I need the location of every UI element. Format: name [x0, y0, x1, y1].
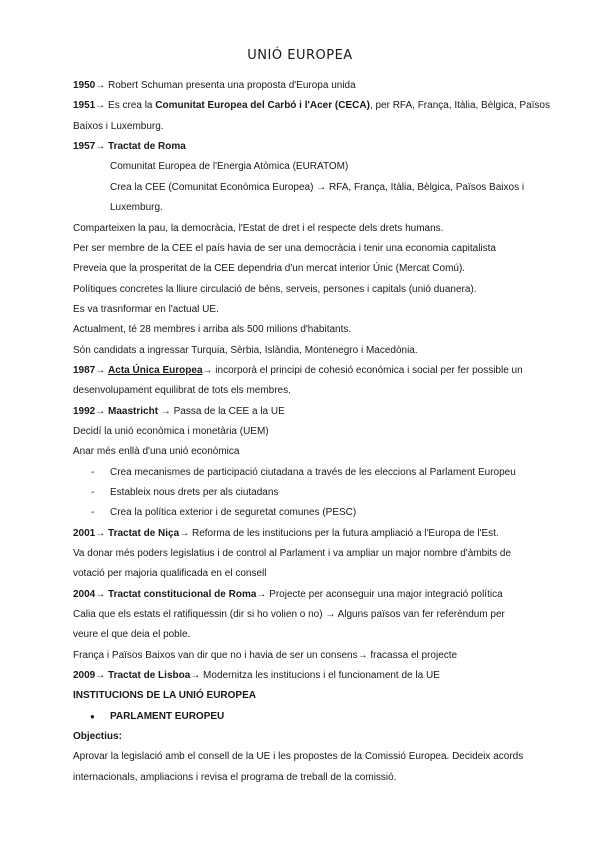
paragraph: Polítiques concretes la lliure circulació de béns, serveis, persones i capitals (unió duanera).: [73, 284, 477, 295]
paragraph: Decidí la unió econòmica i monetària (UEM): [73, 426, 269, 437]
entry-2004: 2004→ Tractat constitucional de Roma→ Projecte per aconseguir una major integració política: [73, 589, 503, 600]
paragraph: Preveia que la prosperitat de la CEE dependria d'un mercat interior Únic (Mercat Comú).: [73, 263, 466, 274]
entry-1992: 1992→ Maastricht → Passa de la CEE a la UE: [73, 406, 285, 417]
list-item: Crea mecanismes de participació ciutadana a través de les eleccions al Parlament Europeu: [110, 467, 516, 478]
entry-1951: 1951→ Es crea la Comunitat Europea del Carbó i l'Acer (CECA), per RFA, França, Itàlia, Bèlgica, Països: [73, 100, 550, 111]
paragraph: França i Països Baixos van dir que no i havia de ser un consens→ fracassa el projecte: [73, 650, 458, 661]
entry-1951-cont: Baixos i Luxemburg.: [73, 121, 164, 132]
paragraph: Va donar més poders legislatius i de control al Parlament i va ampliar un major nombre d'àmbits de: [73, 548, 512, 559]
paragraph: Calia que els estats el ratifiquessin (dir si ho volien o no) → Alguns països van fer referèndum per: [73, 609, 505, 620]
paragraph: Actualment, té 28 membres i arriba als 500 milions d'habitants.: [73, 324, 352, 335]
list-item: Estableix nous drets per als ciutadans: [110, 487, 279, 498]
subsection-heading: PARLAMENT EUROPEU: [110, 711, 225, 722]
list-item: Crea la política exterior i de seguretat comunes (PESC): [110, 507, 357, 518]
entry-1987-cont: desenvolupament equilibrat de tots els membres.: [73, 385, 291, 396]
paragraph: Comparteixen la pau, la democràcia, l'Estat de dret i el respecte dels drets humans.: [73, 223, 444, 234]
dash-marker: -: [91, 467, 95, 478]
entry-1957-euratom: Comunitat Europea de l'Energia Atòmica (EURATOM): [110, 161, 349, 172]
paragraph: Anar més enllà d'una unió econòmica: [73, 446, 240, 457]
objectives-label: Objectius:: [73, 731, 122, 742]
entry-1950: 1950→ Robert Schuman presenta una proposta d'Europa unida: [73, 80, 356, 91]
entry-1987: 1987→ Acta Única Europea→ incorporà el principi de cohesió econòmica i social per fer possible un: [73, 365, 523, 376]
paragraph: Són candidats a ingressar Turquia, Sèrbia, Islàndia, Montenegro i Macedònia.: [73, 345, 418, 356]
entry-1957-cee-cont: Luxemburg.: [110, 202, 163, 213]
paragraph-cont: internacionals, ampliacions i revisa el programa de treball de la comissió.: [73, 772, 397, 783]
bullet-marker: ●: [90, 712, 95, 721]
paragraph-cont: veure el que deia el poble.: [73, 629, 191, 640]
dash-marker: -: [91, 507, 95, 518]
paragraph: Per ser membre de la CEE el país havia de ser una democràcia i tenir una economia capitalista: [73, 243, 496, 254]
dash-marker: -: [91, 487, 95, 498]
paragraph: Es va trasnformar en l'actual UE.: [73, 304, 219, 315]
document-title: UNIÓ EUROPEA: [247, 48, 353, 63]
paragraph-cont: votació per majoria qualificada en el consell: [73, 568, 267, 579]
entry-1957: 1957→ Tractat de Roma: [73, 141, 186, 152]
entry-2009: 2009→ Tractat de Lisboa→ Modernitza les institucions i el funcionament de la UE: [73, 670, 440, 681]
entry-1957-cee: Crea la CEE (Comunitat Econòmica Europea) → RFA, França, Itàlia, Bèlgica, Països Baixos i: [110, 182, 525, 193]
paragraph: Aprovar la legislació amb el consell de la UE i les propostes de la Comissió Europea. Decideix acords: [73, 751, 524, 762]
entry-2001: 2001→ Tractat de Niça→ Reforma de les institucions per la futura ampliació a l'Europa de l'Est.: [73, 528, 499, 539]
section-heading: INSTITUCIONS DE LA UNIÓ EUROPEA: [73, 690, 256, 701]
